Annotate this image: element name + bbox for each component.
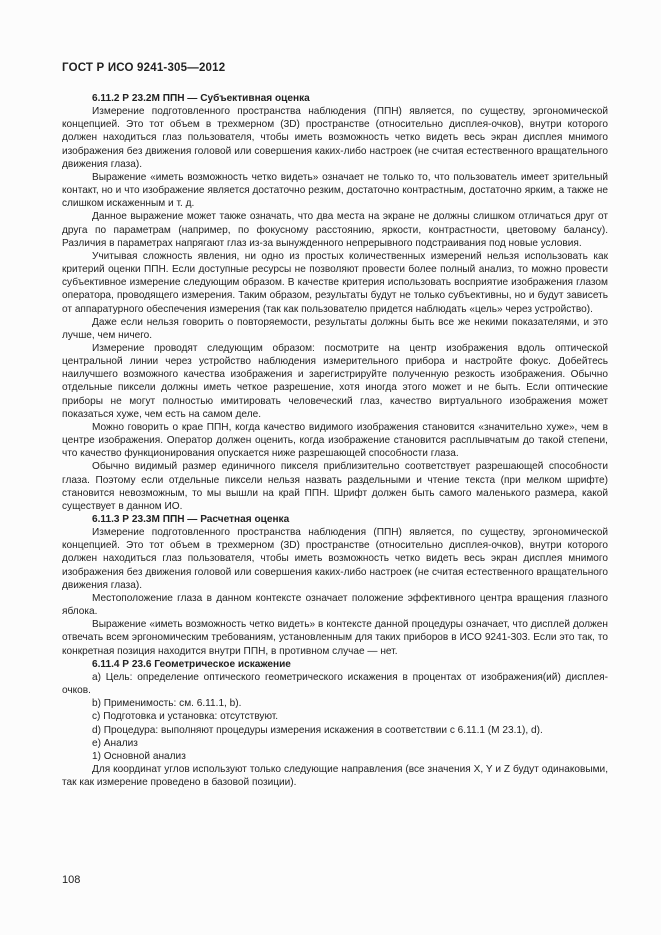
list-item: e) Анализ xyxy=(92,737,138,749)
list-item: 1) Основной анализ xyxy=(92,750,186,762)
section-heading: 6.11.4 Р 23.6 Геометрическое искажение xyxy=(92,658,291,670)
paragraph: Даже если нельзя говорить о повторяемости, результаты должны быть все же некими показателями, и это лучше, чем ничего. xyxy=(62,316,608,341)
paragraph: Данное выражение может также означать, что два места на экране не должны слишком отличаться друг от друга по параметрам (например, по фокусному расстоянию, яркости, контрастности, цветовому балансу). Различия в параметрах напрягают глаз из-за вынужденного непрерывного подстраивания под новые условия. xyxy=(62,211,608,249)
paragraph: а) Цель: определение оптического геометрического искажения в процентах от изображения(ий) дисплея-очков. xyxy=(62,671,608,697)
page-number: 108 xyxy=(62,874,81,886)
paragraph: Можно говорить о крае ППН, когда качество видимого изображения становится «значительно хуже», чем в центре изображения. Оператор должен оценить, когда изображение становится расплывчатым до такой степени, что качество функционирования опускается ниже разрешающей способности глаза. xyxy=(62,421,608,460)
paragraph: Выражение «иметь возможность четко видеть» означает не только то, что пользователь имеет зрительный контакт, но и что изображение является достаточно резким, достаточно контрастным, достаточно ярким, а также не слишком искаженным и т. д. xyxy=(62,171,608,210)
page-header: ГОСТ Р ИСО 9241-305—2012 xyxy=(62,62,226,74)
paragraph: Измерение проводят следующим образом: посмотрите на центр изображения вдоль оптической центральной линии через устройство наблюдения измерительного прибора и настройте фокус. Добейтесь наилучшего возможного качества изображения и зарегистрируйте полученную резкость изображения. Обычно отдельные пиксели должны иметь четкое разрешение, хотя иногда этого может и не быть. Если оптические приборы не могут полностью имитировать человеческий глаз, качество виртуального изображения может показаться хуже, чем есть на самом деле. xyxy=(62,342,608,420)
section-heading: 6.11.2 Р 23.2М ППН — Субъективная оценка xyxy=(92,93,310,104)
paragraph: Измерение подготовленного пространства наблюдения (ППН) является, по существу, эргономической концепцией. Это тот объем в трехмерном (3D) пространстве (относительно дисплея-очков), внутри которого должен находиться глаз пользователя, чтобы иметь возможность четко видеть весь экран дисплея мнимого изображения без движения головой или совершения каких-либо настроек (не считая естественного вращательного движения глаза). xyxy=(62,106,608,170)
list-item: b) Применимость: см. 6.11.1, b). xyxy=(92,698,242,710)
list-item: d) Процедура: выполняют процедуры измерения искажения в соответствии с 6.11.1 (М 23.1), d). xyxy=(92,724,543,736)
paragraph: Учитывая сложность явления, ни одно из простых количественных измерений нельзя использовать как критерий оценки ППН. Если доступные ресурсы не позволяют провести более полный анализ, то можно провести субъективное измерение следующим образом. В качестве критерия использовать восприятие изображения глазом оператора, проводящего измерения. Таким образом, результаты будут не только субъективны, но и будут зависеть от аппаратурного обеспечения измерения (так как пользователю придется наблюдать «цель» через устройство). xyxy=(62,250,608,315)
paragraph: Местоположение глаза в данном контексте означает положение эффективного центра вращения глазного яблока. xyxy=(62,592,608,618)
paragraph: Обычно видимый размер единичного пикселя приблизительно соответствует разрешающей способности глаза. Поэтому если отдельные пиксели нельзя назвать раздельными и чтение текста (при мелком шрифте) становится невозможным, то мы вышли на край ППН. Шрифт должен быть самого маленького размера, какой существует в данном ИО. xyxy=(62,461,608,512)
paragraph: Измерение подготовленного пространства наблюдения (ППН) является, по существу, эргономической концепцией. Это тот объем в трехмерном (3D) пространстве (относительно дисплея-очков), внутри которого должен находиться глаз пользователя, чтобы иметь возможность четко видеть весь экран дисплея мнимого изображения без движения головой или совершения каких-либо настроек (не считая естественного вращательного движения глаза). xyxy=(62,527,608,591)
document-body xyxy=(62,92,608,789)
paragraph: Для координат углов используют только следующие направления (все значения X, Y и Z будут одинаковыми, так как измерение проведено в базовой позиции). xyxy=(62,763,608,789)
list-item: c) Подготовка и установка: отсутствуют. xyxy=(92,711,279,723)
paragraph: Выражение «иметь возможность четко видеть» в контексте данной процедуры означает, что дисплей должен отвечать всем эргономическим требованиям, установленным для таких приборов в ИСО 9241-303. Если это так, то конкретная позиция находится внутри ППН, в противном случае — нет. xyxy=(62,619,608,657)
section-heading: 6.11.3 Р 23.3М ППН — Расчетная оценка xyxy=(92,514,290,525)
